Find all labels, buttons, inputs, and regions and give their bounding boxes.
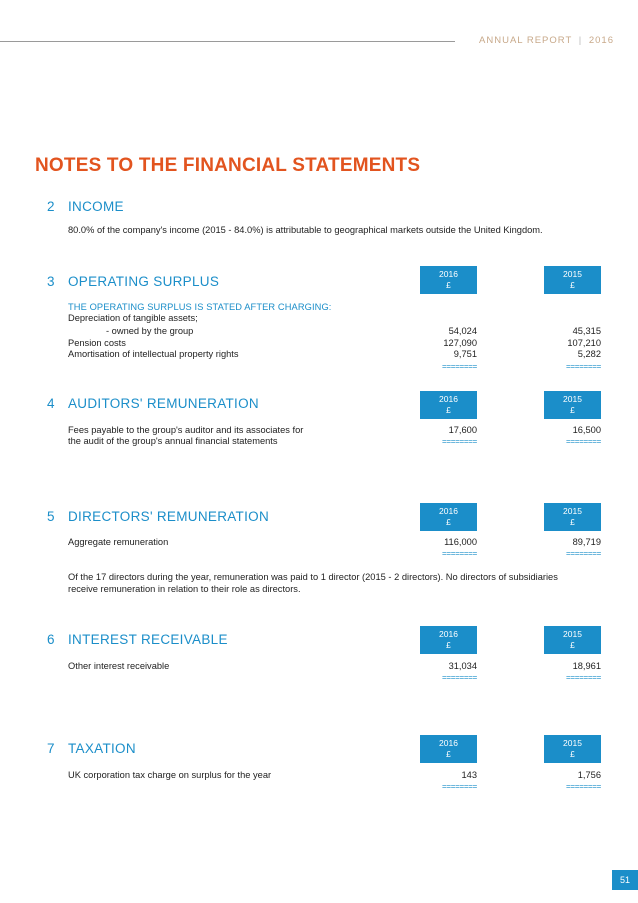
header-separator: | (578, 35, 583, 46)
total-divider: ======== (442, 437, 477, 446)
section-auditors-title (47, 396, 259, 411)
value-2015: 89,719 (572, 537, 601, 547)
total-divider: ======== (442, 362, 477, 371)
year-label: 2015 (563, 738, 582, 748)
year-label: 2015 (563, 269, 582, 279)
section-number: 6 (47, 632, 55, 647)
currency-label: £ (570, 280, 575, 290)
row-label: Aggregate remuneration (68, 537, 169, 547)
income-text: 80.0% of the company's income (2015 - 84.0%) is attributable to geographical markets outside the United Kingdom. (68, 225, 543, 235)
currency-label: £ (570, 405, 575, 415)
year-box-2016 (420, 626, 477, 654)
year-box-2015 (544, 626, 601, 654)
year-label: 2015 (563, 394, 582, 404)
section-title-text: DIRECTORS' REMUNERATION (68, 509, 269, 524)
section-number: 2 (47, 199, 55, 214)
section-directors-title (47, 509, 269, 524)
value-2016: 17,600 (448, 425, 477, 435)
page-title: NOTES TO THE FINANCIAL STATEMENTS (35, 155, 421, 176)
total-divider: ======== (566, 549, 601, 558)
value-2015: 16,500 (572, 425, 601, 435)
year-label: 2016 (439, 629, 458, 639)
year-label: 2015 (563, 506, 582, 516)
row-label: - owned by the group (106, 326, 194, 336)
currency-label: £ (570, 749, 575, 759)
section-title-text: OPERATING SURPLUS (68, 274, 220, 289)
header-rule (0, 41, 455, 42)
year-box-2015 (544, 391, 601, 419)
year-label: 2016 (439, 269, 458, 279)
operating-subheading: THE OPERATING SURPLUS IS STATED AFTER CHARGING: (68, 302, 332, 312)
directors-note-line-1: Of the 17 directors during the year, remuneration was paid to 1 director (2015 - 2 directors). No directors of subsidiaries (68, 572, 558, 582)
page-number: 51 (612, 870, 638, 890)
section-interest-title (47, 632, 228, 647)
year-label: 2015 (563, 629, 582, 639)
total-divider: ======== (566, 673, 601, 682)
value-2015: 1,756 (577, 770, 601, 780)
row-label: Depreciation of tangible assets; (68, 313, 198, 323)
year-label: 2016 (439, 506, 458, 516)
row-label: UK corporation tax charge on surplus for the year (68, 770, 272, 780)
section-number: 7 (47, 741, 55, 756)
total-divider: ======== (442, 549, 477, 558)
currency-label: £ (570, 640, 575, 650)
currency-label: £ (446, 405, 451, 415)
value-2016: 9,751 (453, 349, 477, 359)
section-taxation-title (47, 741, 136, 756)
year-label: 2016 (439, 738, 458, 748)
section-number: 4 (47, 396, 55, 411)
year-box-2016 (420, 503, 477, 531)
total-divider: ======== (566, 437, 601, 446)
year-box-2016 (420, 266, 477, 294)
value-2015: 18,961 (572, 661, 601, 671)
currency-label: £ (446, 280, 451, 290)
value-2016: 31,034 (448, 661, 477, 671)
section-operating-title (47, 274, 219, 289)
auditors-line-2: the audit of the group's annual financial statements (68, 436, 278, 446)
section-title-text: INCOME (68, 199, 124, 214)
value-2015: 107,210 (567, 338, 601, 348)
value-2016: 54,024 (448, 326, 477, 336)
year-label: 2016 (439, 394, 458, 404)
value-2016: 116,000 (444, 537, 477, 547)
value-2015: 5,282 (577, 349, 601, 359)
section-number: 5 (47, 509, 55, 524)
year-box-2015 (544, 735, 601, 763)
total-divider: ======== (442, 782, 477, 791)
section-title-text: TAXATION (68, 741, 136, 756)
row-label: Pension costs (68, 338, 126, 348)
row-label: Other interest receivable (68, 661, 170, 671)
year-box-2016 (420, 735, 477, 763)
report-year: 2016 (588, 35, 614, 46)
row-label: Amortisation of intellectual property rights (68, 349, 239, 359)
year-box-2016 (420, 391, 477, 419)
directors-note-line-2: receive remuneration in relation to their role as directors. (68, 584, 301, 594)
value-2015: 45,315 (572, 326, 601, 336)
currency-label: £ (446, 749, 451, 759)
section-title-text: INTEREST RECEIVABLE (68, 632, 228, 647)
currency-label: £ (446, 640, 451, 650)
value-2016: 127,090 (443, 338, 477, 348)
report-header (479, 35, 614, 46)
section-title-text: AUDITORS' REMUNERATION (68, 396, 259, 411)
section-income-title (47, 199, 124, 214)
currency-label: £ (446, 517, 451, 527)
year-box-2015 (544, 503, 601, 531)
total-divider: ======== (566, 782, 601, 791)
report-label: ANNUAL REPORT (479, 35, 573, 46)
value-2016: 143 (461, 770, 477, 780)
auditors-line-1: Fees payable to the group's auditor and its associates for (68, 425, 304, 435)
currency-label: £ (570, 517, 575, 527)
total-divider: ======== (442, 673, 477, 682)
year-box-2015 (544, 266, 601, 294)
total-divider: ======== (566, 362, 601, 371)
section-number: 3 (47, 274, 55, 289)
